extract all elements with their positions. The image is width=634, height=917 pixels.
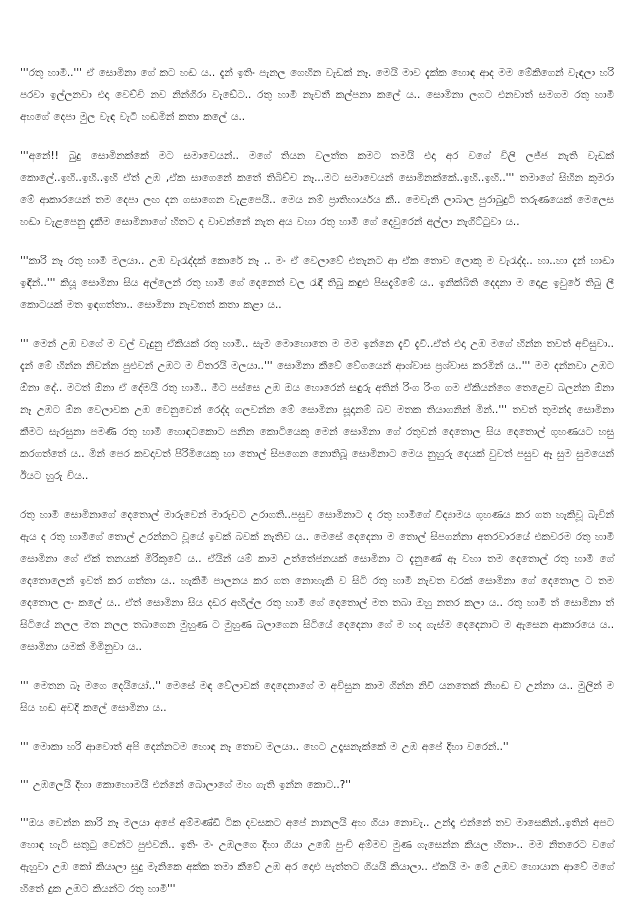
- paragraph-2: '''අනේ!! බුදු සොමිනක්කේ මට සමාවෙයන්.. මගේ තියන වලත්ත කමට තමයි එදා අර වගේ විලි ලජ්ජ නැති වැඩක් කොලේ..ඉහි..ඉහි..ඉහි ඒත් උඹ ,ඒක සාගෙනේ කතේ තිබිච්ච නෑ...මට සමාවෙයන් සොමිනක්කේ..ඉහි..ඉහි..''' තමාගේ සිහින කුමරා මේ ආකාරයෙන් තම දෙපා ලඟ දන ගසාගෙන වැළපෙයි.. මෙය නම් ප්‍රාතිහාර්යය කී.. මෙවැනි ලාබාල පුරාබුදුටි තරුණයෙක් මෙලෙස හඬා වැළපෙනු දැකීම සොමිනාගේ හිතට ද වාවන්නේ නැත අය වහා රතු හාමී ගේ දෙවුරෙන් අල්ලා නැගිට්ටුවා ය..: [20, 150, 614, 228]
- paragraph-4: ''' මෙන් උඹ වගේ ම වල් වැදුනු ඒකියක් රතු හාමී.. සැම මොහොතෙ ම මම ඉන්නෙ දැවී දැවී..ඒත් එදා උඹ මගේ හින්න තවත් අවිසුවා.. දැන් මේ හින්න නිවන්න පුළුවන් උඹට ම විතරයි මලයා..''' සොමිනා කීවේ වේගයෙන් ආශ්වාස ප්‍රශ්වාස කරමින් ය..''' මම දන්නවා උඹට ඕනා දේ.. මටත් ඕනා ඒ දේමයි රතු හාමී.. මීට පස්සෙ උඹ ඔය හොරෙන් සඳුරු අතින් රිංග රිංග ගම ඒකියන්ගෙ තෙළෙව බලන්න ඕනා නෑ උඹට ඕන වෙලාවක උඹ වෙනුවෙන් රෙද්ද ගලවන්න මේ සොමිනා සූදානම් බව මතක තියාගනින් මින්..''' තවත් තුමන්ද සොමිනා කීමට සැරසුනා පමණි රතු හාමී හොඳටකොට පනින කොටියෙකු මෙන් සොමිනා ගේ රතුවන් දෙතොල සිය දෙතොල් ගුහණයට හසු කරගත්තේ ය.. මින් පෙර කවදාවත් පිරිමියෙකු හා තොල් සිපගෙන නොතිබූ සොමිනාට මෙය නුහුරු දෙයක් වුවත් පසුව ඈ සුම සුමයෙන් ඊයට හුරු විය..: [20, 338, 614, 482]
- paragraph-3: '''කාරි නෑ රතු හාමී මලයා.. උඹ වැරැද්දක් කොරේ නෑ .. මං ඒ වෙලාවේ එතැනට ආ ඒක තොව ලොකු ම වැරැද්ද.. හා..හා දැන් හාඬා ඉඳින්..''' කියූ සොමිනා සිය අල්ලෙන් රතු හාමී ගේ දෙනෙත් වල රැඳී තිබු කඳුළු පිසදැම්මේ ය.. ඉනික්බිති දෙදනා ම දොළ ඉවුරේ තිබු ලී කොටයක් මත ඉඳගත්තා.. සොමිනා නැවතත් කතා කළා ය..: [20, 255, 614, 311]
- paragraph-6: ''' මෙතන බෑ මගෙ දෙයියෝ..'' මෙසේ මඳ වේලාවක් දෙදෙනාගේ ම අවිසුන කාම ගින්න නිවී යනතෙක් නිහඬ ව උන්නා ය.. මුලින් ම සිය හඬ අවදි කලේ සොමිනා ය..: [20, 680, 614, 714]
- document-page: [20, 62, 614, 917]
- paragraph-9: '''ඔය වෙන්න කාරි නෑ මලයා අපේ අම්මණ්ඩී ටික දවසකට අපේ නානලයි අහ ගියා නොවැ.. උන්දෑ එන්නේ තව මාසෙකින්..ඉතින් අපට හොඳ හැටි සතුටු වෙන්ට පුළුවනි.. ඉතිං මං උඹලගෙ දිහා ගියා උඹේ පුංචි අම්මව මුණ ගැසෙන්න කියල හිතාං.. මම නිතරෙට වගේ ඇහුවා උඹ කෝ කියාලා සුදු මැනිකෙ අක්ක තමා කීවේ උඹ අර දොළු පැත්තට ගියයි කියාලා.. ඒකයි මං මේ උඹව හොයාන ආවේ මගේ හිතේ දුක උඹට කියන්ට රතු හාමී''': [20, 817, 614, 895]
- paragraph-8: ''' උඹලෙයි දිහා කොහොමයි එන්නේ බොලාගේ මහ ගැති ඉන්න කොට..?'': [20, 779, 351, 791]
- paragraph-1: '''රතු හාමී..''' ඒ සොමිනා ගේ කට හඬ ය.. දැන් ඉතිං පැනල ගෙහින වැඩක් නෑ. මෙයි මාව දැක්ක හොඳ ආද මම මේකිගෙන් වැඳලා හරි පරවා ඉල්ලනවා එදා වෙච්චි නව නින්ගිරා වැඩේට.. රතු හාමී නැවතී කල්පනා කලේ ය.. සොමිනා ලගට එනවාත් සමගම රතු හාමී අහගේ දෙපා මුල වැඳ වැටී හඬමින් කතා කලේ ය..: [20, 67, 614, 123]
- paragraph-5: රතු හාමී සොමිනාගේ දෙතොල් මාරුවෙන් මාරුවට උරාගති..පසුව සොමිනාට ද රතු හාමීගේ වීද්‍යාමය ගුහණය කර ගත හැකිවූ බැවින් ඇය ද රතු හාමීගේ තොල් උරන්නට වූයේ ඉවක් බවක් නැතිව ය.. මෙසේ දෙදෙනා ම තොල් සිපගන්නා අතරවාරයේ එකවරම රතු හාමී සොමිනා ගේ ඒක් තනයක් මිරිකුවේ ය.. ඒයින් යම් කාම උත්තේජනයක් සොමිනා ට දැනුණේ ඈ වහා තම දෙතොල් රතු හාමී ගේ දෙතොලෙන් ඉවත් කර ගත්තා ය.. හැකිමී පාලනය කර ගත නොහැකි ව සිටි රතු හාමී නැවත වරක් සොමිනා ගේ දෙතොල ට තම දෙතොල ලං කලේ ය.. ඒත් සොමිනා සිය දඩර අඟිල්ල රතු හාමී ගේ දෙතොල් මත තබා ඔහු නතර කලා ය.. රතු හාමී ත් සොමිනා ත් සිටියේ නලල මත නලල තබාගෙන මුහුණ ට මුහුණ බලාගෙන සිටියේ දෙදෙනා ගේ ම හද ගැස්ම දෙදෙනාට ම ඇසෙන ආකාරයෙ ය.. සොමිනා යමක් මිමිනුවා ය..: [20, 509, 614, 653]
- paragraph-7: ''' මොකා හරි ආවොත් අපි දෙන්නටම හොඳ නෑ තොව මලයා.. හෙට උදෑසනැක්කේ ම උඹ අපේ දිහා වරෙන්..'': [20, 741, 509, 753]
